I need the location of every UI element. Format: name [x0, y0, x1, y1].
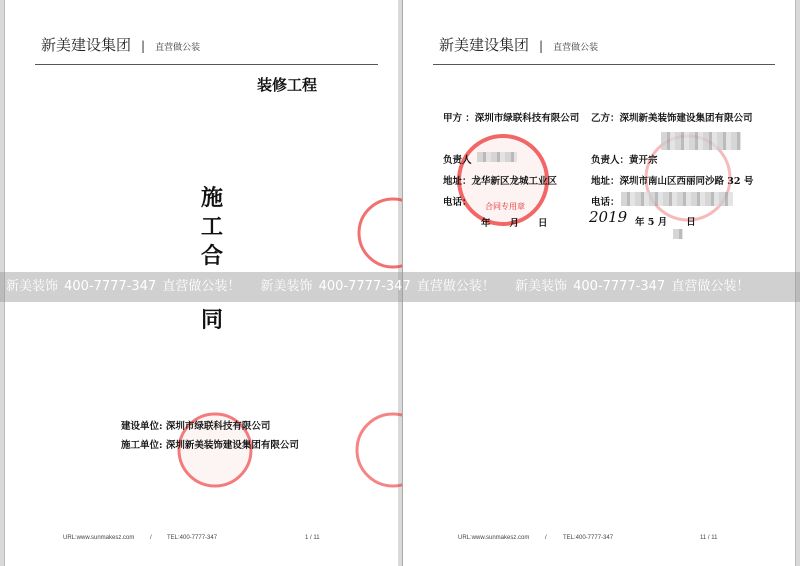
- stamp-text: 合同专用章: [485, 202, 525, 211]
- builder-row: [121, 418, 270, 432]
- party-b-person: 负责人：黄开宗: [591, 155, 658, 166]
- brand-name: 新美建设集团: [439, 36, 530, 54]
- builder-label: 建设单位:: [121, 421, 163, 432]
- footer-separator: /: [545, 535, 547, 541]
- party-b-date: 年 5 月 日: [635, 217, 696, 228]
- seal-stamp-edge: [345, 195, 405, 275]
- header-slogan: 直营做公装: [155, 43, 201, 53]
- title-char: 工: [201, 214, 224, 240]
- contractor-value: 深圳新美装饰建设集团有限公司: [165, 440, 299, 451]
- contractor-label: 施工单位:: [121, 440, 163, 451]
- page-header: [41, 34, 200, 55]
- brand-name: 新美建设集团: [41, 36, 132, 54]
- page-number: 11 / 11: [700, 535, 718, 541]
- watermark-text: 新美装饰 400-7777-347 直营做公装！: [6, 279, 241, 294]
- redacted-day: [673, 229, 683, 239]
- redacted-name: [477, 152, 517, 162]
- party-b-address: 地址：深圳市南山区西丽同沙路 32 号: [591, 176, 754, 187]
- party-a-person: 负责人: [443, 155, 472, 166]
- contractor-row: [121, 437, 299, 451]
- doc-title: 装修工程: [257, 76, 318, 94]
- title-char: 同: [201, 307, 224, 333]
- header-separator: |: [141, 39, 146, 53]
- footer-tel: TEL:400-7777-347: [167, 535, 218, 541]
- party-a: 甲方 ：深圳市绿联科技有限公司: [443, 113, 580, 124]
- seal-stamp-edge: [345, 405, 405, 495]
- watermark-text: 新美装饰 400-7777-347 直营做公装！: [515, 279, 750, 294]
- footer-url: URL:www.sunmakesz.com: [458, 535, 530, 541]
- party-a-phone: 电话：: [443, 197, 472, 208]
- page-header: [439, 34, 598, 55]
- footer-separator: /: [150, 535, 152, 541]
- footer-url: URL:www.sunmakesz.com: [63, 535, 135, 541]
- title-char: 施: [201, 185, 224, 211]
- title-char: 合: [201, 243, 224, 269]
- party-a-date: 年 月 日: [481, 218, 548, 229]
- party-b-phone: 电话：: [591, 197, 620, 208]
- header-rule: [35, 64, 378, 65]
- redacted-signature: [661, 132, 741, 150]
- party-a-address: 地址：龙华新区龙城工业区: [443, 176, 558, 187]
- page-number: 1 / 11: [305, 535, 320, 541]
- header-rule: [433, 64, 775, 65]
- party-b: 乙方：深圳新美装饰建设集团有限公司: [591, 113, 753, 124]
- header-separator: |: [539, 39, 544, 53]
- watermark-text: 新美装饰 400-7777-347 直营做公装！: [260, 279, 495, 294]
- header-slogan: 直营做公装: [553, 43, 599, 53]
- footer-tel: TEL:400-7777-347: [563, 535, 614, 541]
- watermark-banner: [0, 272, 800, 302]
- handwritten-year: 2019: [589, 208, 628, 226]
- builder-value: 深圳市绿联科技有限公司: [165, 421, 271, 432]
- redacted-phone: [621, 192, 733, 206]
